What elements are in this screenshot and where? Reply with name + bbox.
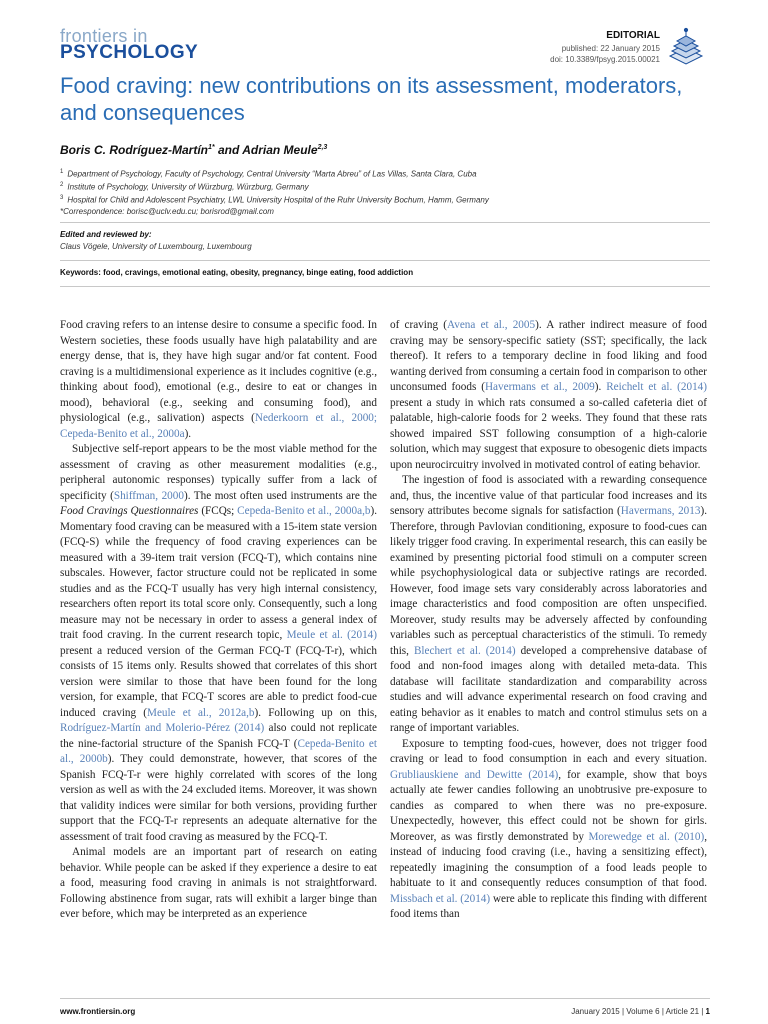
citation-link[interactable]: Missbach et al. (2014) <box>390 892 491 905</box>
affiliation-text: Hospital for Child and Adolescent Psychiatry, LWL University Hospital of the Ruhr University Bochum, Hamm, Germany <box>67 195 489 205</box>
affiliation-text: Department of Psychology, Faculty of Psychology, Central University “Marta Abreu” of Las Villas, Santa Clara, Cuba <box>67 169 477 179</box>
published-date: published: 22 January 2015 <box>561 44 660 53</box>
citation-link[interactable]: Cepeda-Benito et al., 2000b <box>60 737 377 765</box>
publication-info <box>550 43 660 65</box>
citation-link[interactable]: Avena et al., 2005 <box>447 319 536 331</box>
page-number: 1 <box>705 1007 710 1016</box>
citation-link[interactable]: Rodríguez-Martín and Molerio-Pérez (2014) <box>60 722 265 734</box>
body-column-left <box>60 318 377 923</box>
citation-link[interactable]: Havermans et al., 2009 <box>484 381 595 393</box>
editor-name: Claus Vögele, University of Luxembourg, Luxembourg <box>60 242 252 251</box>
citation-link[interactable]: Morewedge et al. (2010) <box>588 830 705 843</box>
paragraph: Animal models are an important part of research on eating behavior. While people can be asked if they experience a desire to eat a food, measuring food craving in animals is not straightforward. Following abstinence from sugar, rats will exhibit a larger binge than ever before, which may be interpreted as an experience <box>60 846 377 920</box>
author-superscript: 2,3 <box>317 144 328 151</box>
divider <box>60 260 710 261</box>
citation-link[interactable]: Reichelt et al. (2014) <box>606 381 707 393</box>
issue-text: January 2015 | Volume 6 | Article 21 | <box>571 1007 706 1016</box>
affiliation-number: 2 <box>60 182 64 189</box>
author-list <box>60 143 327 157</box>
article-type: EDITORIAL <box>606 30 660 41</box>
edited-label: Edited and reviewed by: <box>60 230 152 239</box>
affiliation-line <box>60 180 700 193</box>
author-connector: and <box>214 143 243 157</box>
paragraph: of craving (Avena et al., 2005). A rather indirect measure of food craving may be sensory-specific satiety (SST; specifically, the lack thereof). It refers to a temporary decline in food liking and food wanting derived from consuming a certain food in comparison to other unconsumed foods (Havermans et al., 2009). Reichelt et al. (2014) present a study in which rats consumed a so-called cafeteria diet of palatable, high-calorie foods for 2 weeks. They found that these rats showed impaired SST following consumption of a high-calorie solution, which may suggest that exposure to obesogenic diets impacts upon neurocircuitry involved in motivated control of eating behavior. <box>390 319 708 471</box>
logo-frontiers-in: frontiers in <box>60 26 148 46</box>
correspondence[interactable]: *Correspondence: borisc@uclv.edu.cu; borisrod@gmail.com <box>60 207 274 217</box>
doi: doi: 10.3389/fpsyg.2015.00021 <box>550 55 660 64</box>
issue-info <box>571 1007 710 1016</box>
article-title: Food craving: new contributions on its assessment, moderators, and consequences <box>60 73 683 125</box>
citation-link[interactable]: Cepeda-Benito et al., 2000a,b <box>237 505 371 517</box>
divider <box>60 286 710 287</box>
author-superscript: 1* <box>208 144 215 151</box>
citation-link[interactable]: Grubliauskiene and Dewitte (2014) <box>390 768 559 781</box>
body-column-right <box>390 318 707 923</box>
affiliation-number: 1 <box>60 169 64 175</box>
author-name[interactable]: Adrian Meule <box>242 143 318 157</box>
citation-link[interactable]: Blechert et al. (2014) <box>413 644 516 657</box>
paragraph: The ingestion of food is associated with a rewarding consequence and, thus, the incentive value of that particular food increases and its sensory attributes become signals for satisfaction (Havermans, 2013). Therefore, through Pavlovian conditioning, exposure to food-cues can likely trigger food craving. In experimental research, this can easily be examined by presenting pictorial food stimuli on a computer screen while psychophysiological data or subjective ratings are recorded. However, food image sets vary considerably across laboratories and image characteristics and food composition are often unspecified. Moreover, study results may be adversely affected by confounding variables such as perceptual characteristics of the stimuli. To remedy this, Blechert et al. (2014) developed a comprehensive database of food and non-food images along with detailed meta-data. This database will facilitate standardization and comparability across studies and will advance experimental research on food craving and eating behavior as it enables to match and control stimulus sets on a range of important variables. <box>390 474 707 734</box>
stacked-layers-icon <box>664 26 708 70</box>
affiliation-line <box>60 193 700 206</box>
citation-link[interactable]: Meule et al., 2012a,b <box>147 706 255 719</box>
paragraph: Subjective self-report appears to be the most viable method for the assessment of craving as other measurement modalities (e.g., peripheral autonomic responses) typically suffer from a lack of specificity (Shiffman, 2000). The most often used instruments are the Food Cravings Questionnaires (FCQs; Cepeda-Benito et al., 2000a,b). Momentary food craving can be measured with a 15-item state version (FCQ-S) while the frequency of food craving experiences can be measured with a 39-item trait version (FCQ-T), which contains nine subscales. However, factor structure could not be replicated in some studies and as the FCQ-T usually has very high internal consistency, researchers often report its total score only. Consequently, such a long measure may not be necessary in order to assess a general index of trait food craving. In the current research topic, Meule et al. (2014) present a reduced version of the German FCQ-T (FCQ-T-r), which consists of 15 items only. Results showed that correlates of this short version were similar to those that have been found for the long version, for example, that FCQ-T scores are able to predict food-cue induced craving (Meule et al., 2012a,b). Following up on this, Rodríguez-Martín and Molerio-Pérez (2014) also could not replicate the nine-factorial structure of the Spanish FCQ-T (Cepeda-Benito et al., 2000b). They could demonstrate, however, that scores of the Spanish FCQ-T-r were highly correlated with scores of the long version as well as with the 24 excluded items. Moreover, it was shown that validity indices were similar for both versions, providing further support that the FCQ-T-r represents an adequate alternative for the assessment of trait food craving as measured by the FCQ-T. <box>60 443 378 843</box>
citation-link[interactable]: Shiffman, 2000 <box>113 489 184 502</box>
citation-link[interactable]: Havermans, 2013 <box>620 505 701 517</box>
affiliation-text: Institute of Psychology, University of Würzburg, Würzburg, Germany <box>67 182 309 192</box>
divider <box>60 222 710 223</box>
author-name[interactable]: Boris C. Rodríguez-Martín <box>60 143 209 157</box>
website-link[interactable]: www.frontiersin.org <box>60 1007 136 1016</box>
keywords: Keywords: food, cravings, emotional eating, obesity, pregnancy, binge eating, food addiction <box>60 268 414 277</box>
footer-divider <box>60 998 710 999</box>
logo-psychology: PSYCHOLOGY <box>60 42 199 63</box>
paragraph: Food craving refers to an intense desire to consume a specific food. In Western societies, these foods usually have high palatability and are energy dense, that is, they have high sugar and/or fat content. Food craving is a multidimensional experience as it includes cognitive (e.g., thinking about food), emotional (e.g., desire to eat or changes in mood), behavioral (e.g., seeking and consuming food), and physiological (e.g., salivation) aspects (Nederkoorn et al., 2000; Cepeda-Benito et al., 2000a). <box>60 319 377 440</box>
affiliation-line <box>60 167 700 180</box>
citation-link[interactable]: Meule et al. (2014) <box>286 629 377 641</box>
paragraph: Exposure to tempting food-cues, however, does not trigger food craving or lead to food consumption in each and every situation. Grubliauskiene and Dewitte (2014), for example, show that boys actually ate fewer candies following an unobtrusive pre-exposure to candies as compared to when there was no pre-exposure. Unexpectedly, however, this effect could not be shown for girls. Moreover, as was firstly demonstrated by Morewedge et al. (2010), instead of inducing food craving (i.e., having a sensitizing effect), repeatedly imagining the consumption of a food leads people to habituate to it and consequently reduces consumption of that food. Missbach et al. (2014) were able to replicate this finding with different food items than <box>390 737 707 920</box>
affiliations <box>60 167 700 218</box>
affiliation-number: 3 <box>60 195 64 202</box>
citation-link[interactable]: Nederkoorn et al., 2000; Cepeda-Benito et al., 2000a <box>60 412 377 440</box>
